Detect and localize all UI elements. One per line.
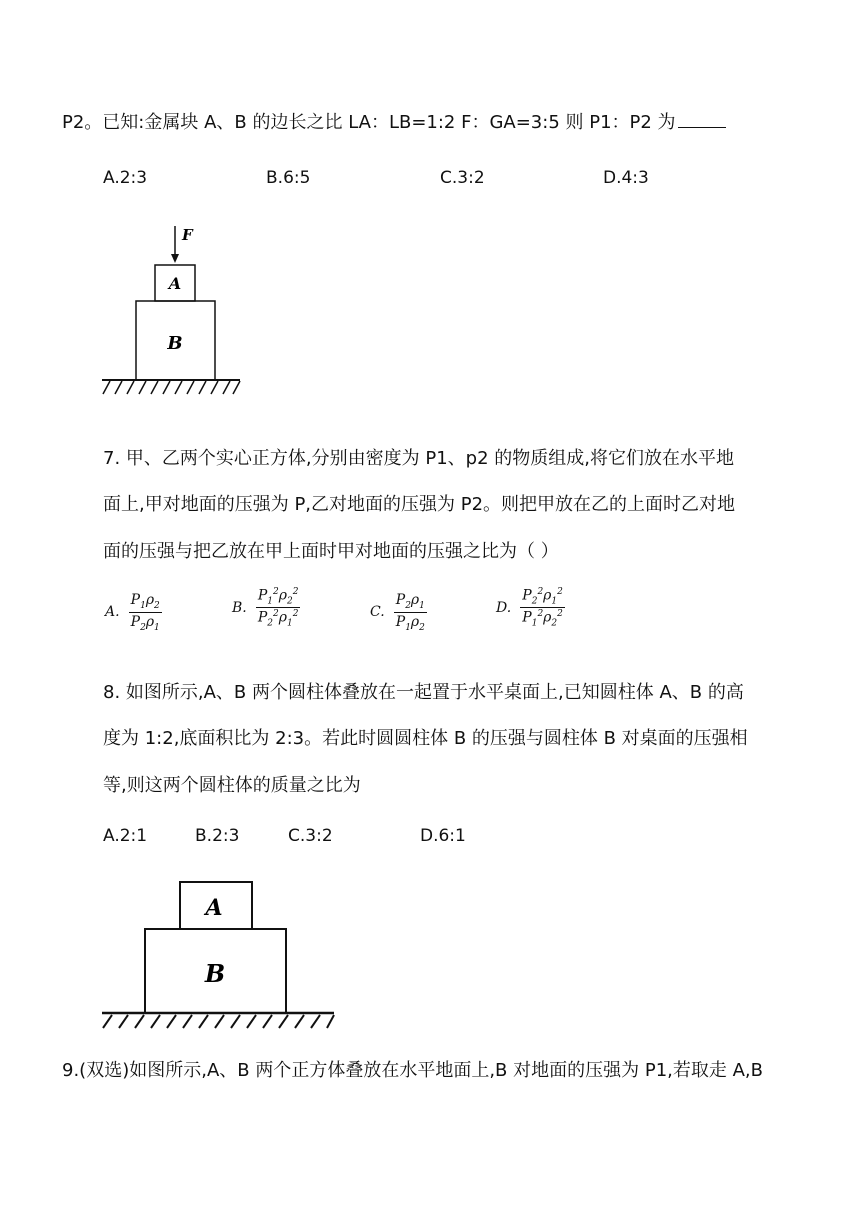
q7-line-3: 面的压强与把乙放在甲上面时甲对地面的压强之比为（ ） xyxy=(103,541,559,562)
q8-option-c: C.3:2 xyxy=(288,826,333,846)
q8-figure xyxy=(100,878,340,1034)
fraction: $\frac{P_2\rho_1}{P_1\rho_2}$ xyxy=(395,592,425,633)
option-label: D. xyxy=(496,599,512,616)
force-arrowhead-icon xyxy=(171,254,179,263)
q6-text xyxy=(62,108,726,134)
table-hatch xyxy=(103,1015,334,1028)
block-b-label: B xyxy=(167,333,183,354)
q9-line-1: 9.(双选)如图所示,A、B 两个正方体叠放在水平地面上,B 对地面的压强为 P1,若取走 A,B xyxy=(62,1060,763,1081)
answer-blank xyxy=(678,111,726,128)
q8-line-2: 度为 1:2,底面积比为 2:3。若此时圆圆柱体 B 的压强与圆柱体 B 对桌面的压强相 xyxy=(103,728,748,749)
q8-line-1: 8. 如图所示,A、B 两个圆柱体叠放在一起置于水平桌面上,已知圆柱体 A、B 的高 xyxy=(103,682,744,703)
q6-option-d: D.4:3 xyxy=(603,168,649,188)
fraction: $\frac{P_1\rho_2}{P_2\rho_1}$ xyxy=(130,592,160,633)
ground-hatch xyxy=(103,381,240,394)
q7-option-c xyxy=(370,592,427,633)
q6-stem: P2。已知:金属块 A、B 的边长之比 LA：LB=1:2 F：GA=3:5 则 P1：P2 为 xyxy=(62,112,676,133)
q8-line-3: 等,则这两个圆柱体的质量之比为 xyxy=(103,775,361,796)
force-label: F xyxy=(182,226,193,244)
block-a-label: A xyxy=(168,274,182,293)
option-label: B. xyxy=(232,599,247,616)
q6-option-c: C.3:2 xyxy=(440,168,485,188)
q8-option-a: A.2:1 xyxy=(103,826,148,846)
fraction: $\frac{P_2^2\rho_1^2}{P_1^2\rho_2^2}$ xyxy=(522,587,563,629)
fraction: $\frac{P_1^2\rho_2^2}{P_2^2\rho_1^2}$ xyxy=(257,587,299,629)
q6-option-b: B.6:5 xyxy=(266,168,311,188)
q6-figure xyxy=(100,218,245,398)
q8-option-b: B.2:3 xyxy=(195,826,240,846)
q7-line-1: 7. 甲、乙两个实心正方体,分别由密度为 P1、p2 的物质组成,将它们放在水平地 xyxy=(103,448,734,469)
q7-line-2: 面上,甲对地面的压强为 P,乙对地面的压强为 P2。则把甲放在乙的上面时乙对地 xyxy=(103,494,736,515)
option-label: C. xyxy=(370,604,385,621)
q8-option-d: D.6:1 xyxy=(420,826,466,846)
q7-option-a xyxy=(105,592,162,633)
q7-option-d xyxy=(496,587,565,629)
q7-option-b xyxy=(232,587,300,629)
cylinder-b-label: B xyxy=(204,959,226,988)
q6-option-a: A.2:3 xyxy=(103,168,148,188)
option-label: A. xyxy=(105,604,120,621)
cylinder-a-label: A xyxy=(205,895,223,921)
